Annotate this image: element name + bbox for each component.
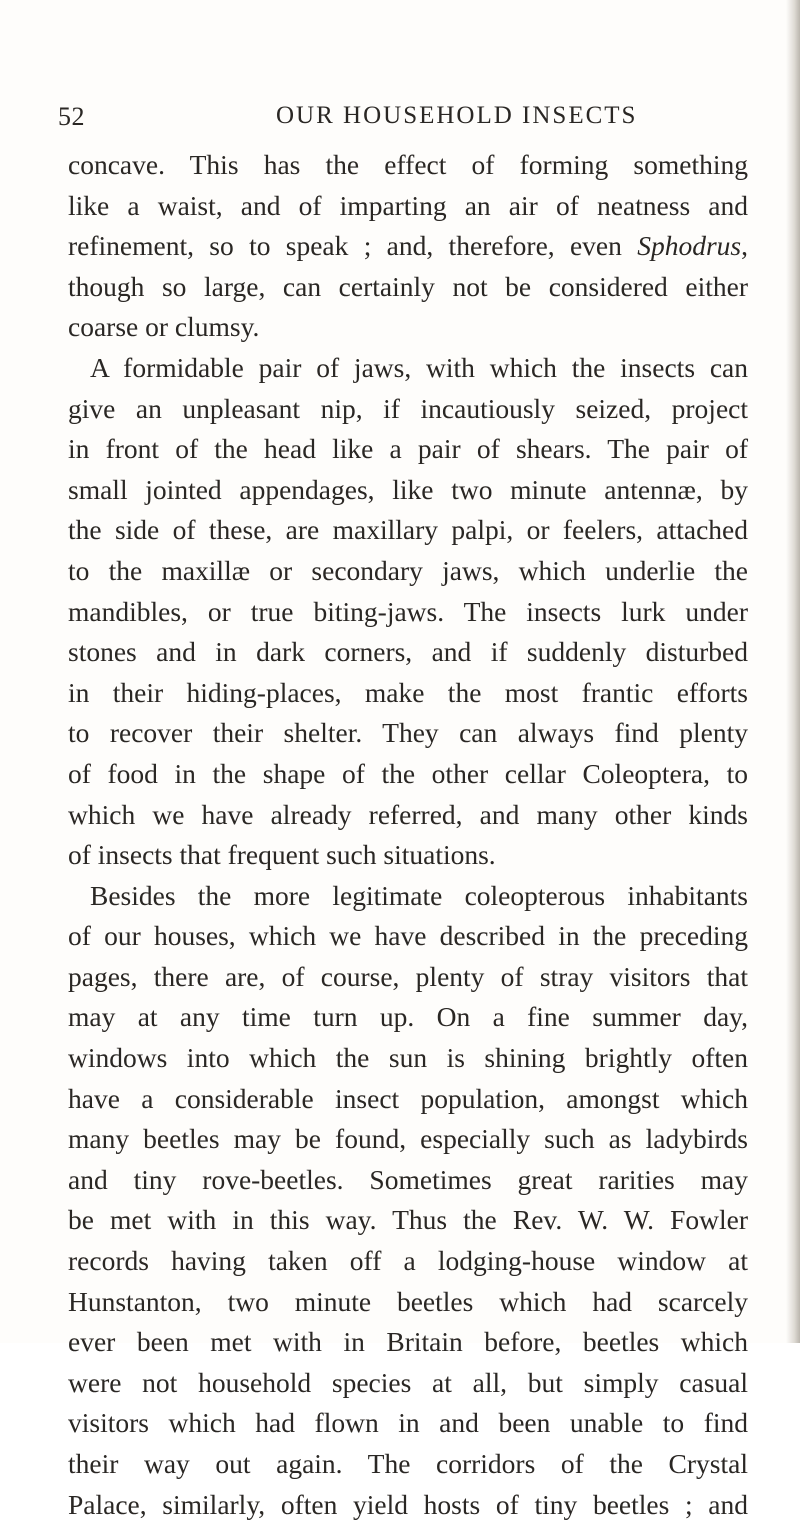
text-line: pages, there are, of course, plenty of stray visitors that xyxy=(68,960,748,992)
page-edge-shadow xyxy=(786,0,800,1343)
text-line: in front of the head like a pair of shears. The pair of xyxy=(68,433,748,465)
running-head xyxy=(58,96,758,136)
text-line: to recover their shelter. They can always find plenty xyxy=(68,717,748,749)
text-line: to the maxillæ or secondary jaws, which underlie the xyxy=(68,554,748,586)
text-line: small jointed appendages, like two minute antennæ, by xyxy=(68,473,748,505)
paragraph-start-line: A formidable pair of jaws, with which the insects can xyxy=(90,351,748,383)
text-line: Hunstanton, two minute beetles which had scarcely xyxy=(68,1285,748,1317)
text-line: were not household species at all, but simply casual xyxy=(68,1366,748,1398)
text-line: of insects that frequent such situations. xyxy=(68,839,496,871)
text-line: Palace, similarly, often yield hosts of tiny beetles ; and xyxy=(68,1488,748,1520)
text-line: windows into which the sun is shining brightly often xyxy=(68,1042,748,1074)
paragraph-start-line: Besides the more legitimate coleopterous inhabitants xyxy=(90,879,748,911)
text-line: many beetles may be found, especially such as ladybirds xyxy=(68,1123,748,1155)
text-line: ever been met with in Britain before, beetles which xyxy=(68,1326,748,1358)
text-line: the side of these, are maxillary palpi, or feelers, attached xyxy=(68,514,748,546)
text-line: though so large, can certainly not be considered either xyxy=(68,270,748,302)
body-text xyxy=(68,145,748,1525)
text-line: of food in the shape of the other cellar Coleoptera, to xyxy=(68,757,748,789)
text-line: their way out again. The corridors of the Crystal xyxy=(68,1448,748,1479)
text-line: records having taken off a lodging-house window at xyxy=(68,1245,748,1277)
text-line: like a waist, and of imparting an air of neatness and xyxy=(68,189,748,221)
text-line: which we have already referred, and many other kinds xyxy=(68,798,748,830)
text-line: refinement, so to speak ; and, therefore, even Sphodrus, xyxy=(68,230,748,262)
text-line: mandibles, or true biting-jaws. The insects lurk under xyxy=(68,595,748,627)
text-line: have a considerable insect population, amongst which xyxy=(68,1082,748,1114)
italic-genus-name: Sphodrus xyxy=(637,230,742,262)
page-number: 52 xyxy=(58,102,85,131)
text-line: coarse or clumsy. xyxy=(68,311,260,343)
text-line: and tiny rove-beetles. Sometimes great rarities may xyxy=(68,1163,748,1195)
text-line: concave. This has the effect of forming something xyxy=(68,149,748,180)
text-line: in their hiding-places, make the most frantic efforts xyxy=(68,676,748,708)
text-line: be met with in this way. Thus the Rev. W. W. Fowler xyxy=(68,1204,748,1236)
text-line: give an unpleasant nip, if incautiously seized, project xyxy=(68,392,748,424)
text-line: may at any time turn up. On a fine summer day, xyxy=(68,1001,748,1033)
running-title: OUR HOUSEHOLD INSECTS xyxy=(276,102,638,129)
text-line: visitors which had flown in and been unable to find xyxy=(68,1407,748,1439)
text-line: of our houses, which we have described in the preceding xyxy=(68,920,748,952)
text-line: stones and in dark corners, and if suddenly disturbed xyxy=(68,636,748,668)
